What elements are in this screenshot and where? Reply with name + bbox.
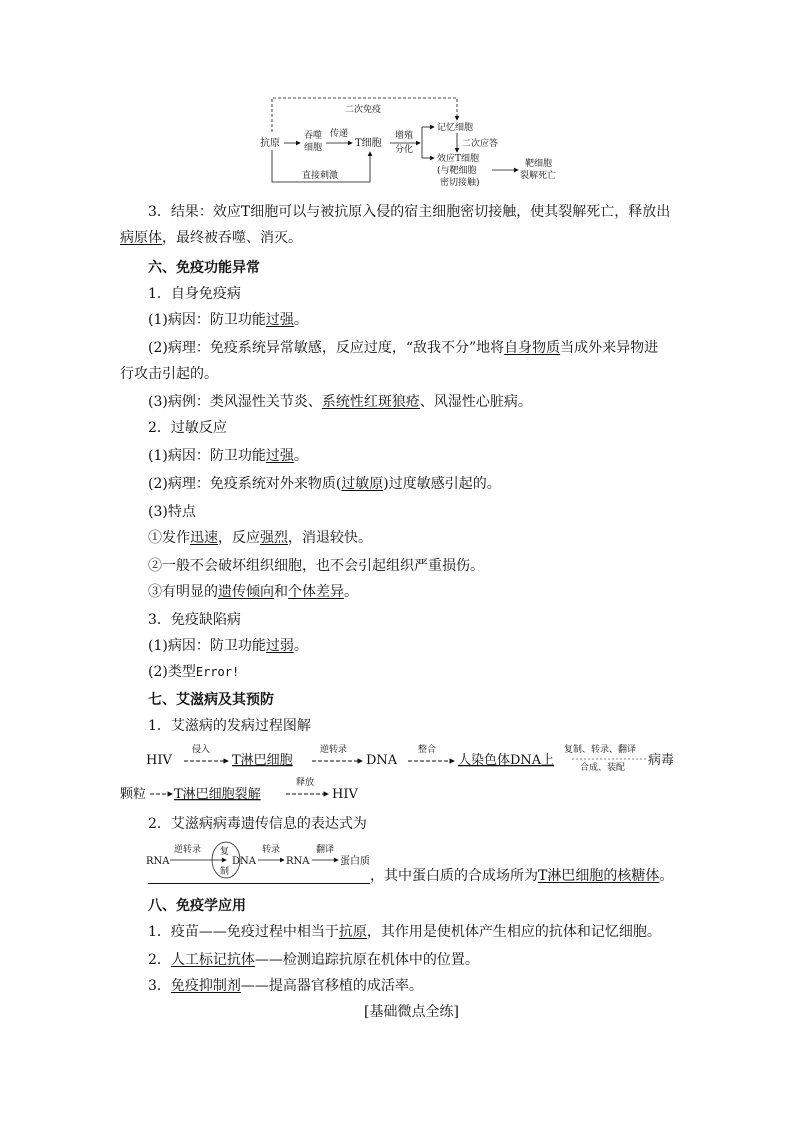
s6-2-heading: 2．过敏反应 (148, 420, 227, 436)
s6-1-cases: (3)病例：类风湿性关节炎、系统性红斑狼疮、风湿性心脏病。 (148, 394, 532, 410)
s6-2-pathology: (2)病理：免疫系统对外来物质(过敏原)过度敏感引起的。 (148, 476, 501, 492)
s8-item-3: 3．免疫抑制剂——提高器官移植的成活率。 (148, 978, 423, 994)
hiv-process-line-2 (114, 776, 414, 806)
s6-2-feature-1: ①发作迅速，反应强烈，消退较快。 (148, 530, 372, 546)
s7-2-heading: 2．艾滋病病毒遗传信息的表达式为 (148, 816, 367, 832)
s6-1-pathology: (2)病理：免疫系统异常敏感，反应过度，“敌我不分”地将自身物质当成外来异物进 (148, 340, 659, 356)
expr-rt: 逆转录 (174, 845, 202, 855)
expr-translate: 翻译 (316, 845, 335, 855)
s6-3-cause: (1)病因：防卫功能过弱。 (148, 638, 308, 654)
section-6-title: 六、免疫功能异常 (148, 260, 260, 276)
hiv-process-line-1 (140, 740, 680, 776)
s6-2-features: (3)特点 (148, 504, 196, 520)
s7-1-heading: 1．艾滋病的发病过程图解 (148, 718, 311, 734)
label-antigen: 抗原 (260, 138, 280, 149)
label-prolif-2: 分化 (395, 145, 414, 155)
s6-1-pathology-cont: 行攻击引起的。 (120, 366, 218, 382)
s6-2-feature-2: ②一般不会破坏组织细胞，也不会引起组织严重损伤。 (148, 558, 484, 574)
label-integrate: 整合 (418, 745, 437, 755)
label-target-1: 靶细胞 (525, 159, 553, 169)
s6-1-cause: (1)病因：防卫功能过强。 (148, 312, 308, 328)
dna-node: DNA (366, 753, 398, 768)
expr-protein: 蛋白质 (340, 856, 370, 867)
expr-rna: RNA (146, 856, 170, 867)
label-release: 释放 (296, 778, 315, 788)
label-phagocyte-1: 吞噬 (304, 131, 323, 141)
label-contact-2: 密切接触) (440, 178, 480, 188)
label-transmit: 传递 (330, 129, 349, 139)
label-memory-cell: 记忆细胞 (437, 123, 474, 133)
s6-1-heading: 1．自身免疫病 (148, 286, 241, 302)
label-rt: 逆转录 (320, 745, 348, 755)
hiv-start: HIV (146, 753, 172, 768)
label-direct: 直接刺激 (302, 171, 339, 181)
immune-response-diagram (250, 92, 580, 192)
expr-rna-2: RNA (286, 856, 310, 867)
s6-3-heading: 3．免疫缺陷病 (148, 612, 241, 628)
s7-2-end: ，其中蛋白质的合成场所为T淋巴细胞的核糖体。 (370, 868, 674, 884)
label-secondary: 二次免疫 (345, 105, 382, 115)
s8-item-2: 2．人工标记抗体——检测追踪抗原在机体中的位置。 (148, 952, 479, 968)
expression-diagram (140, 836, 380, 886)
label-replicate: 复制、转录、翻译 (564, 745, 637, 755)
expr-fu: 复 (220, 847, 230, 857)
label-synth: 合成、装配 (580, 763, 626, 773)
blank-underline (148, 883, 370, 884)
label-prolif-1: 增殖 (395, 131, 414, 141)
section-8-title: 八、免疫学应用 (148, 898, 246, 914)
s8-item-1: 1．疫苗——免疫过程中相当于抗原，其作用是使机体产生相应的抗体和记忆细胞。 (148, 924, 661, 940)
expr-zhi: 制 (220, 867, 230, 877)
label-contact-1: (与靶细胞 (437, 166, 477, 176)
s6-2-cause: (1)病因：防卫功能过强。 (148, 448, 308, 464)
s6-2-feature-3: ③有明显的遗传倾向和个体差异。 (148, 584, 358, 600)
footer-label: [基础微点全练] (364, 1004, 459, 1020)
s6-3-types: (2)类型Error! (148, 664, 240, 680)
expr-dna: DNA (232, 856, 256, 867)
result-line-2: 病原体，最终被吞噬、消灭。 (120, 230, 302, 246)
label-second-response: 二次应答 (462, 139, 499, 149)
hiv-end: HIV (332, 787, 358, 802)
section-7-title: 七、艾滋病及其预防 (148, 692, 274, 708)
label-t-cell: T细胞 (355, 138, 382, 149)
virus-node: 病毒 (648, 753, 675, 768)
label-invade: 侵入 (192, 745, 211, 755)
tcell-node: T淋巴细胞 (232, 753, 293, 768)
label-effector-t: 效应T细胞 (437, 154, 480, 164)
result-line-1: 3．结果：效应T细胞可以与被抗原入侵的宿主细胞密切接触，使其裂解死亡，释放出 (148, 204, 671, 220)
expr-transcribe: 转录 (262, 845, 281, 855)
chrom-node: 人染色体DNA上 (458, 753, 555, 768)
particle-node: 颗粒 (120, 787, 147, 802)
label-target-2: 裂解死亡 (520, 171, 557, 181)
lysis-node: T淋巴细胞裂解 (174, 787, 261, 802)
label-phagocyte-2: 细胞 (304, 143, 323, 153)
